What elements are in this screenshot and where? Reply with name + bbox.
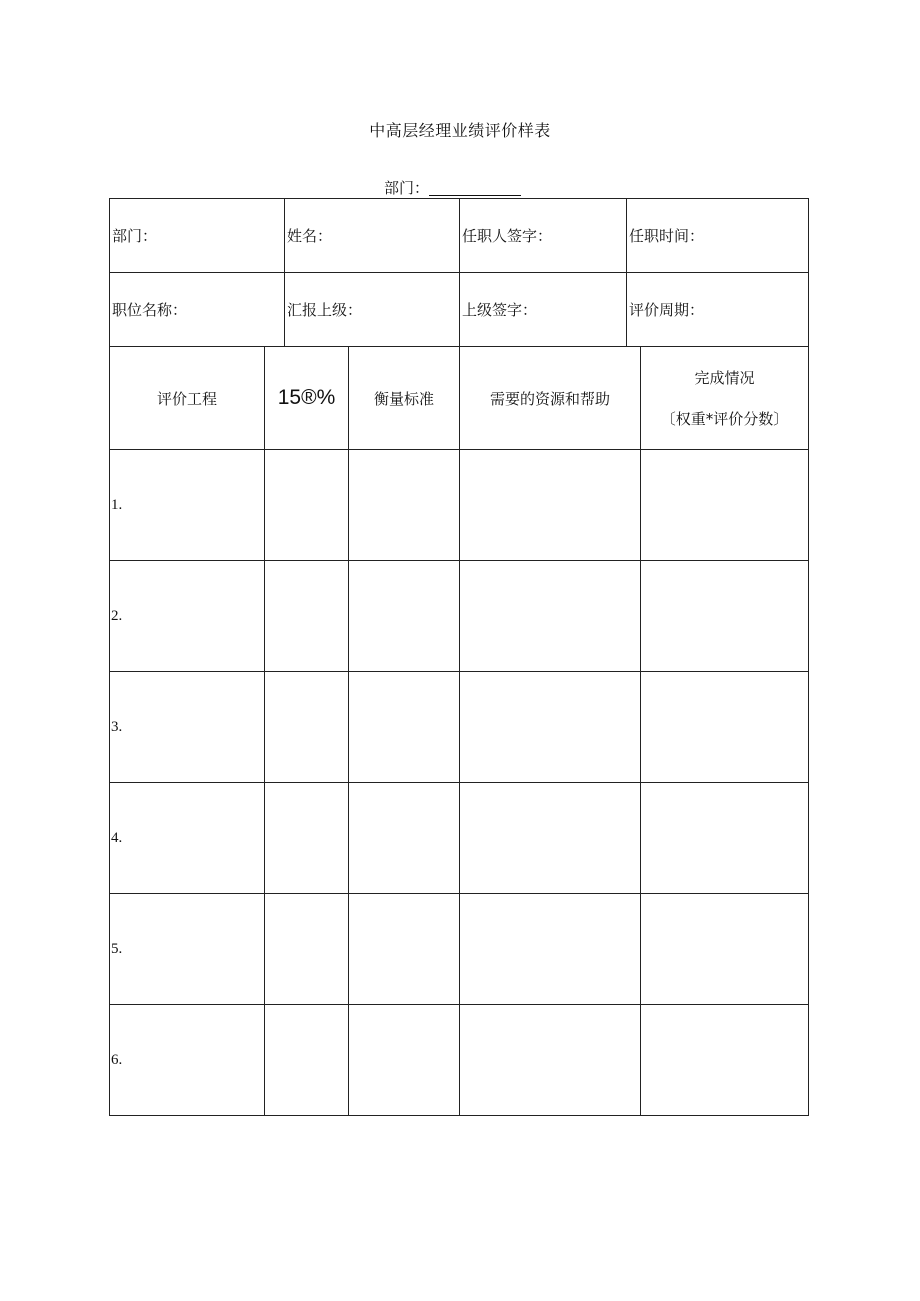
header-completion xyxy=(641,347,809,450)
resources-cell[interactable] xyxy=(460,894,641,1005)
resources-cell[interactable] xyxy=(460,561,641,672)
department-blank-field[interactable] xyxy=(429,179,521,196)
row-number[interactable]: 2. xyxy=(110,561,265,672)
completion-cell[interactable] xyxy=(641,561,809,672)
header-completion-title: 完成情况 xyxy=(694,369,755,387)
completion-cell[interactable] xyxy=(641,783,809,894)
completion-cell[interactable] xyxy=(641,1005,809,1116)
weight-cell[interactable] xyxy=(265,450,349,561)
standard-cell[interactable] xyxy=(349,672,460,783)
header-standard: 衡量标准 xyxy=(349,347,460,450)
completion-cell[interactable] xyxy=(641,450,809,561)
table-row xyxy=(110,561,809,672)
weight-cell[interactable] xyxy=(265,1005,349,1116)
table-row xyxy=(110,783,809,894)
standard-cell[interactable] xyxy=(349,1005,460,1116)
row-number[interactable]: 5. xyxy=(110,894,265,1005)
header-completion-subtitle: 〔权重*评价分数〕 xyxy=(660,410,789,428)
weight-cell[interactable] xyxy=(265,783,349,894)
row-number[interactable]: 6. xyxy=(110,1005,265,1116)
evaluation-period-cell[interactable]: 评价周期： xyxy=(627,273,809,347)
header-weight: 15®% xyxy=(265,347,349,450)
header-resources: 需要的资源和帮助 xyxy=(460,347,641,450)
info-row xyxy=(110,199,809,273)
position-cell[interactable]: 职位名称： xyxy=(110,273,285,347)
evaluation-table xyxy=(109,346,809,1116)
header-item: 评价工程 xyxy=(110,347,265,450)
weight-cell[interactable] xyxy=(265,672,349,783)
department-label: 部门： xyxy=(384,179,430,197)
row-number[interactable]: 1. xyxy=(110,450,265,561)
completion-cell[interactable] xyxy=(641,894,809,1005)
info-row xyxy=(110,273,809,347)
table-row xyxy=(110,1005,809,1116)
resources-cell[interactable] xyxy=(460,1005,641,1116)
table-row xyxy=(110,672,809,783)
table-row xyxy=(110,450,809,561)
standard-cell[interactable] xyxy=(349,783,460,894)
page-title: 中高层经理业绩评价样表 xyxy=(369,121,551,140)
department-line xyxy=(384,177,521,198)
resources-cell[interactable] xyxy=(460,783,641,894)
resources-cell[interactable] xyxy=(460,672,641,783)
table-row xyxy=(110,894,809,1005)
row-number[interactable]: 3. xyxy=(110,672,265,783)
weight-cell[interactable] xyxy=(265,894,349,1005)
standard-cell[interactable] xyxy=(349,894,460,1005)
tenure-time-cell[interactable]: 任职时间： xyxy=(627,199,809,273)
standard-cell[interactable] xyxy=(349,450,460,561)
supervisor-cell[interactable]: 汇报上级： xyxy=(285,273,460,347)
supervisor-signature-cell[interactable]: 上级签字： xyxy=(460,273,627,347)
resources-cell[interactable] xyxy=(460,450,641,561)
department-cell[interactable]: 部门： xyxy=(110,199,285,273)
weight-cell[interactable] xyxy=(265,561,349,672)
completion-cell[interactable] xyxy=(641,672,809,783)
employee-signature-cell[interactable]: 任职人签字： xyxy=(460,199,627,273)
standard-cell[interactable] xyxy=(349,561,460,672)
name-cell[interactable]: 姓名： xyxy=(285,199,460,273)
header-row xyxy=(110,347,809,450)
row-number[interactable]: 4. xyxy=(110,783,265,894)
info-table xyxy=(109,198,809,347)
